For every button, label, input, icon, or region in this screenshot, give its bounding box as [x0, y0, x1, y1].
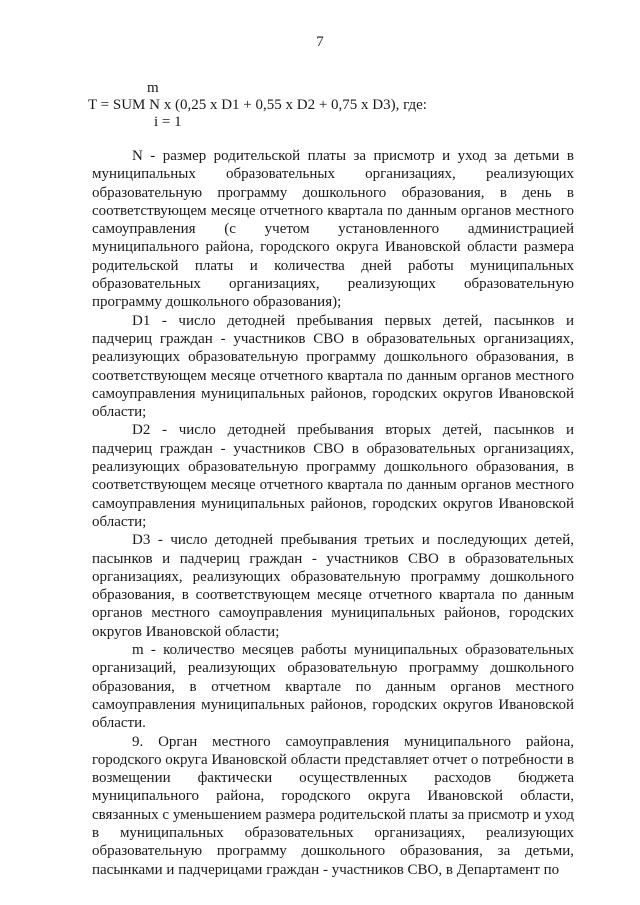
- page-number: 7: [316, 34, 324, 50]
- paragraph-d2-definition: D2 - число детодней пребывания вторых детей, пасынков и падчериц граждан - участников СВО в образовательных организациях, реализующих образовательную программу дошкольного образования, в соответствующем месяце отчетного квартала по данным органов местного самоуправления муниципальных районов, городских округов Ивановской области;: [92, 422, 574, 530]
- formula-lower-limit: i = 1: [154, 114, 182, 130]
- paragraph-item-9: 9. Орган местного самоуправления муниципального района, городского округа Ивановской области представляет отчет о потребности в возмещении фактически осуществленных расходов бюджета муниципального района, городского округа Ивановской области, связанных с уменьшением размера родительской платы за присмотр и уход в муниципальных образовательных организациях, реализующих образовательную программу дошкольного образования, за детьми, пасынками и падчерицами граждан - участников СВО, в Департамент по: [92, 733, 574, 878]
- formula-upper-limit: m: [147, 80, 159, 96]
- paragraph-d1-definition: D1 - число детодней пребывания первых детей, пасынков и падчериц граждан - участников СВО в образовательных организациях, реализующих образовательную программу дошкольного образования, в соответствующем месяце отчетного квартала по данным органов местного самоуправления муниципальных районов, городских округов Ивановской области;: [92, 312, 574, 421]
- formula-block: [88, 80, 427, 131]
- body-text: [92, 147, 574, 879]
- paragraph-n-definition: N - размер родительской платы за присмотр и уход за детьми в муниципальных образовательных организациях, реализующих образовательную программу дошкольного образования, в день в соответствующем месяце отчетного квартала по данным органов местного самоуправления (с учетом установленного администрацией муниципального района, городского округа Ивановской области размера родительской платы и количества дней работы муниципальных образовательных организациях, реализующих образовательную программу дошкольного образования);: [92, 148, 574, 311]
- paragraph-m-definition: m - количество месяцев работы муниципальных образовательных организаций, реализующих образовательную программу дошкольного образования, в отчетном квартале по данным органов местного самоуправления муниципальных районов, городских округов Ивановской области.: [92, 642, 574, 732]
- formula-expression: T = SUM N x (0,25 x D1 + 0,55 x D2 + 0,75 x D3), где:: [88, 97, 427, 113]
- paragraph-d3-definition: D3 - число детодней пребывания третьих и последующих детей, пасынков и падчериц граждан - участников СВО в образовательных организациях, реализующих образовательную программу дошкольного образования, в соответствующем месяце отчетного квартала по данным органов местного самоуправления муниципальных районов, городских округов Ивановской области;: [92, 532, 574, 640]
